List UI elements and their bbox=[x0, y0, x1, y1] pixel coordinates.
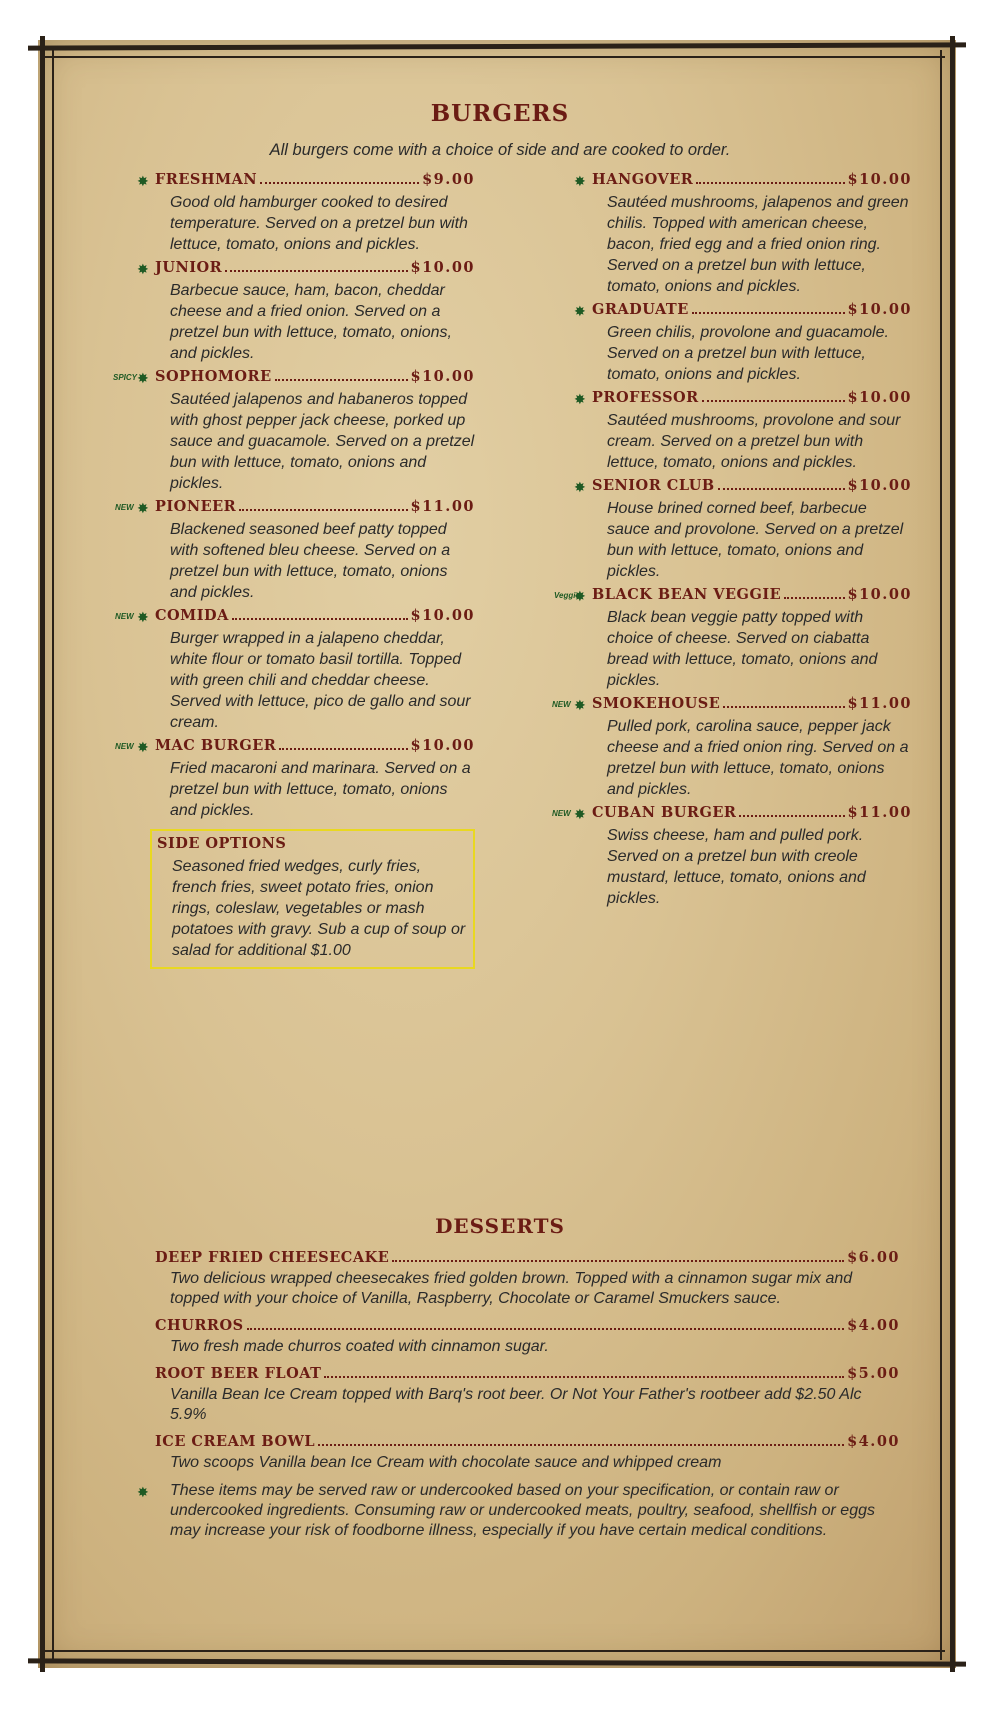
asterisk-star-icon: ✸ bbox=[574, 806, 586, 822]
item-tag-badge: NEW bbox=[552, 809, 571, 818]
notice-text: These items may be served raw or undercooked based on your specification, or contain raw or undercooked ingredients. Consuming raw or undercooked meats, poultry, seafood, shellfish or eggs may increase your risk of foodborne illness, especially if you have certain medical conditions. bbox=[170, 1482, 875, 1539]
frame-border-top-inner bbox=[45, 56, 945, 58]
item-price: $10.00 bbox=[847, 389, 912, 406]
asterisk-star-icon: ✸ bbox=[137, 739, 149, 755]
menu-item bbox=[113, 368, 475, 494]
dessert-price: $6.00 bbox=[847, 1249, 900, 1266]
frame-border-bottom-inner bbox=[45, 1650, 945, 1652]
item-price: $11.00 bbox=[410, 498, 475, 515]
menu-item bbox=[574, 171, 912, 297]
burgers-left-column bbox=[113, 171, 475, 969]
asterisk-star-icon: ✸ bbox=[574, 303, 586, 319]
dessert-name: ICE CREAM BOWL bbox=[155, 1433, 316, 1450]
menu-item bbox=[552, 804, 912, 909]
dot-leader bbox=[702, 400, 845, 402]
item-name: PROFESSOR bbox=[592, 389, 699, 406]
dot-leader bbox=[692, 312, 845, 314]
item-desc: House brined corned beef, barbecue sauce and provolone. Served on a pretzel bun with lettuce, tomato, onions and pickles. bbox=[607, 500, 904, 580]
asterisk-star-icon: ✸ bbox=[574, 173, 586, 189]
item-price: $10.00 bbox=[847, 477, 912, 494]
item-desc: Sautéed mushrooms, jalapenos and green chilis. Topped with american cheese, bacon, fried egg and a fried onion ring. Served on a pretzel bun with lettuce, tomato, onions and pickles. bbox=[607, 194, 909, 295]
dessert-name: DEEP FRIED CHEESECAKE bbox=[155, 1249, 390, 1266]
asterisk-star-icon: ✸ bbox=[137, 370, 149, 386]
dot-leader bbox=[260, 182, 419, 184]
item-desc: Barbecue sauce, ham, bacon, cheddar cheese and a fried onion. Served on a pretzel bun with lettuce, tomato, onions, and pickles. bbox=[170, 282, 452, 362]
menu-item bbox=[137, 259, 475, 364]
menu-item bbox=[554, 586, 912, 691]
burgers-right-column bbox=[552, 171, 912, 913]
item-desc: Burger wrapped in a jalapeno cheddar, white flour or tomato basil tortilla. Topped with green chili and cheddar cheese. Served with lettuce, pico de gallo and sour cream. bbox=[170, 630, 471, 731]
side-options-title: SIDE OPTIONS bbox=[157, 835, 287, 852]
asterisk-star-icon: ✸ bbox=[137, 261, 149, 277]
dot-leader bbox=[784, 597, 844, 599]
item-name: PIONEER bbox=[155, 498, 237, 515]
frame-border-left-inner bbox=[52, 50, 54, 1660]
side-options-box bbox=[150, 829, 475, 969]
item-price: $10.00 bbox=[847, 586, 912, 603]
asterisk-star-icon: ✸ bbox=[137, 173, 149, 189]
item-desc: Black bean veggie patty topped with choice of cheese. Served on ciabatta bread with lettuce, tomato, onions and pickles. bbox=[607, 609, 878, 689]
asterisk-star-icon: ✸ bbox=[574, 697, 586, 713]
dessert-desc: Two scoops Vanilla bean Ice Cream with chocolate sauce and whipped cream bbox=[170, 1454, 722, 1471]
dot-leader bbox=[247, 1328, 845, 1330]
dessert-desc: Two delicious wrapped cheesecakes fried golden brown. Topped with a cinnamon sugar mix and topped with your choice of Vanilla, Raspberry, Chocolate or Caramel Smuckers sauce. bbox=[170, 1270, 853, 1307]
asterisk-star-icon: ✸ bbox=[137, 500, 149, 516]
menu-item bbox=[574, 389, 912, 473]
dot-leader bbox=[225, 270, 407, 272]
dot-leader bbox=[696, 182, 844, 184]
menu-item bbox=[137, 171, 475, 255]
item-name: FRESHMAN bbox=[155, 171, 258, 188]
item-desc: Swiss cheese, ham and pulled pork. Served on a pretzel bun with creole mustard, lettuce, tomato, onions and pickles. bbox=[607, 827, 866, 907]
dessert-item bbox=[155, 1365, 900, 1425]
item-name: HANGOVER bbox=[592, 171, 694, 188]
frame-border-right bbox=[950, 36, 955, 1672]
item-name: GRADUATE bbox=[592, 301, 689, 318]
burgers-subtitle: All burgers come with a choice of side and are cooked to order. bbox=[269, 141, 731, 159]
item-price: $10.00 bbox=[410, 368, 475, 385]
item-tag-badge: NEW bbox=[115, 503, 134, 512]
dessert-name: CHURROS bbox=[155, 1317, 244, 1334]
dessert-item bbox=[155, 1433, 900, 1473]
raw-food-notice bbox=[137, 1481, 900, 1541]
item-name: SOPHOMORE bbox=[155, 368, 272, 385]
item-tag-badge: SPICY bbox=[113, 373, 138, 382]
asterisk-star-icon: ✸ bbox=[137, 609, 149, 625]
item-name: SMOKEHOUSE bbox=[592, 695, 721, 712]
dot-leader bbox=[275, 379, 408, 381]
item-price: $10.00 bbox=[847, 301, 912, 318]
item-tag-badge: Veggie bbox=[554, 591, 580, 600]
item-name: MAC BURGER bbox=[155, 737, 277, 754]
dessert-item bbox=[155, 1249, 900, 1309]
item-price: $11.00 bbox=[847, 695, 912, 712]
menu-item bbox=[552, 695, 912, 800]
item-name: JUNIOR bbox=[155, 259, 223, 276]
dot-leader bbox=[279, 748, 407, 750]
item-price: $10.00 bbox=[410, 737, 475, 754]
dot-leader bbox=[739, 815, 844, 817]
dessert-price: $5.00 bbox=[847, 1365, 900, 1382]
item-desc: Green chilis, provolone and guacamole. Served on a pretzel bun with lettuce, tomato, onions and pickles. bbox=[607, 324, 889, 383]
item-tag-badge: NEW bbox=[115, 742, 134, 751]
asterisk-star-icon: ✸ bbox=[574, 391, 586, 407]
dessert-name: ROOT BEER FLOAT bbox=[155, 1365, 322, 1382]
menu-item bbox=[115, 498, 475, 603]
dessert-price: $4.00 bbox=[847, 1317, 900, 1334]
item-price: $10.00 bbox=[410, 259, 475, 276]
menu-item bbox=[574, 477, 912, 582]
item-price: $9.00 bbox=[422, 171, 475, 188]
frame-border-right-inner bbox=[940, 50, 942, 1660]
burgers-heading: BURGERS bbox=[430, 100, 570, 127]
item-desc: Fried macaroni and marinara. Served on a pretzel bun with lettuce, tomato, onions and pickles. bbox=[170, 760, 471, 819]
menu-item bbox=[115, 607, 475, 733]
dessert-price: $4.00 bbox=[847, 1433, 900, 1450]
item-name: SENIOR CLUB bbox=[592, 477, 715, 494]
item-desc: Sautéed jalapenos and habaneros topped with ghost pepper jack cheese, porked up sauce and guacamole. Served on a pretzel bun with lettuce, tomato, onions and pickles. bbox=[170, 391, 475, 492]
dot-leader bbox=[324, 1376, 844, 1378]
dessert-item bbox=[155, 1317, 900, 1357]
item-tag-badge: NEW bbox=[552, 700, 571, 709]
desserts-list bbox=[137, 1249, 900, 1541]
asterisk-star-icon: ✸ bbox=[574, 588, 586, 604]
menu-item bbox=[574, 301, 912, 385]
dessert-desc: Vanilla Bean Ice Cream topped with Barq's root beer. Or Not Your Father's rootbeer add $2.50 Alc 5.9% bbox=[170, 1386, 862, 1423]
dot-leader bbox=[239, 509, 407, 511]
dot-leader bbox=[392, 1260, 844, 1262]
item-name: BLACK BEAN VEGGIE bbox=[592, 586, 782, 603]
asterisk-star-icon: ✸ bbox=[137, 1484, 149, 1500]
item-price: $11.00 bbox=[847, 804, 912, 821]
item-name: COMIDA bbox=[155, 607, 229, 624]
item-desc: Good old hamburger cooked to desired temperature. Served on a pretzel bun with lettuce, tomato, onions and pickles. bbox=[170, 194, 468, 253]
item-price: $10.00 bbox=[410, 607, 475, 624]
side-options-desc: Seasoned fried wedges, curly fries, french fries, sweet potato fries, onion rings, coleslaw, vegetables or mash potatoes with gravy. Sub a cup of soup or salad for additional $1.00 bbox=[172, 858, 466, 959]
item-desc: Pulled pork, carolina sauce, pepper jack cheese and a fried onion ring. Served on a pretzel bun with lettuce, tomato, onions and pickles. bbox=[607, 718, 909, 798]
menu-item bbox=[115, 737, 475, 821]
asterisk-star-icon: ✸ bbox=[574, 479, 586, 495]
dot-leader bbox=[318, 1444, 844, 1446]
dot-leader bbox=[723, 706, 844, 708]
dessert-desc: Two fresh made churros coated with cinnamon sugar. bbox=[170, 1338, 549, 1355]
frame-border-left bbox=[40, 36, 45, 1672]
item-desc: Blackened seasoned beef patty topped with softened bleu cheese. Served on a pretzel bun with lettuce, tomato, onions and pickles. bbox=[170, 521, 451, 601]
item-tag-badge: NEW bbox=[115, 612, 134, 621]
dot-leader bbox=[718, 488, 845, 490]
item-price: $10.00 bbox=[847, 171, 912, 188]
item-desc: Sautéed mushrooms, provolone and sour cream. Served on a pretzel bun with lettuce, tomato, onions and pickles. bbox=[607, 412, 901, 471]
desserts-heading: DESSERTS bbox=[435, 1214, 565, 1238]
item-name: CUBAN BURGER bbox=[592, 804, 737, 821]
dot-leader bbox=[232, 618, 408, 620]
